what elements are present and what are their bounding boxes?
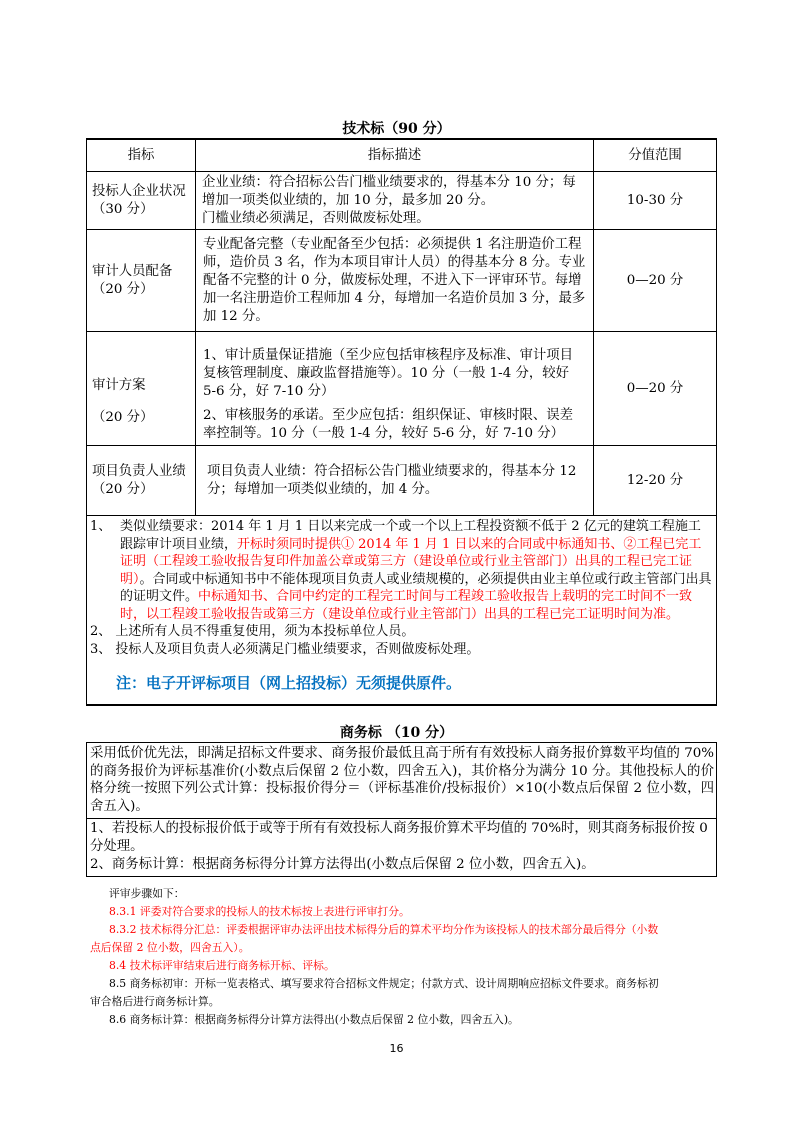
row-description: 企业业绩：符合招标公告门槛业绩要求的，得基本分 10 分；每 增加一项类似业绩的，加 10 分，最多加 20 分。 门槛业绩必须满足，否则做废标处理。	[202, 174, 576, 226]
note-3: 3、 投标人及项目负责人必须满足门槛业绩要求，否则做废标处理。	[90, 641, 480, 657]
row-indicator: 投标人企业状况 （30 分）	[92, 183, 186, 217]
page-number: 16	[389, 1042, 404, 1055]
note-1-text-b: 开标时须同时提供① 2014 年 1 月 1 日以来的合同或中标通知书、②工程已完工证明（工程竣工验收报告复印件加盖公章或第三方（建设单位或行业主管部门）出具的工程已完工证明）	[120, 536, 702, 587]
row-indicator: 项目负责人业绩 （20 分）	[92, 463, 186, 497]
header-score-range: 分值范围	[628, 147, 682, 163]
row-indicator: 审计人员配备 （20 分）	[92, 263, 173, 297]
row-score: 10-30 分	[626, 192, 684, 208]
review-steps: 评审步骤如下： 8.3.1 评委对符合要求的投标人的技术标按上表进行评审打分。 8.3.2 技术标得分汇总：评委根据评审办法评出技术标得分后的算术平均分作为该投标人的技术部分最后得分（小数 点后保留 2 位小数，四舍五入）。 8.4 技术标评审结束后进行商务标开标、评标。 8.5 商务标初审：开标一览表格式、填写要求符合招标文件规定；付款方式、设计周期响应招标文件要求。商务标初 审合格后进行商务标计算。 8.6 商务标计算：根据商务标得分计算方法得出(小数点后保留 2 位小数，四舍五入)。	[90, 885, 715, 1029]
tech-notes: 1、 类似业绩要求：2014 年 1 月 1 日以来完成一个或一个以上工程投资额不低于 2 亿元的建筑工程施工跟踪审计项目业绩，开标时须同时提供① 2014 年 1 月 1 日以来的合同或中标通知书、②工程已完工证明（工程竣工验收报告复印件加盖公章或第三方（建设单位或行业主管部门）出具的工程已完工证明）。合同或中标通知书中不能体现项目负责人或业绩规模的，必须提供由业主单位或行政主管部门出具的证明文件。中标通知书、合同中约定的工程完工时间与工程竣工验收报告上载明的完工时间不一致时，以工程竣工验收报告或第三方（建设单位或行业主管部门）出具的工程已完工证明时间为准。 2、 上述所有人员不得重复使用，须为本投标单位人员。 3、 投标人及项目负责人必须满足门槛业绩要求，否则做废标处理。	[90, 519, 712, 657]
row-description: 项目负责人业绩：符合招标公告门槛业绩要求的，得基本分 12 分；每增加一项类似业绩的，加 4 分。	[207, 463, 577, 497]
row-description: 1、审计质量保证措施（至少应包括审核程序及标准、审计项目 复核管理制度、廉政监督措施等）。10 分（一般 1-4 分，较好 5-6 分，好 7-10 分） 2、审核服务的承诺。至少应包括：组织保证、审核时限、误差 率控制等。10 分（一般 1-4 分，较好 5-6 分，好 7-10 分）	[203, 348, 574, 441]
electronic-bid-note: 注：电子开评标项目（网上招投标）无须提供原件。	[116, 674, 462, 692]
row-score: 0—20 分	[626, 380, 684, 396]
header-description: 指标描述	[367, 147, 422, 163]
biz-method: 采用低价优先法，即满足招标文件要求、商务报价最低且高于所有有效投标人商务报价算数平均值的 70%的商务报价为评标基准价(小数点后保留 2 位小数，四舍五入)，其价格分为满分 10 分。其他投标人的价格分统一按照下列公式计算：投标报价得分＝（评标基准价/投标报价）×10(小数点后保留 2 位小数，四舍五入)。	[90, 746, 714, 814]
header-indicator: 指标	[127, 147, 155, 163]
row-score: 12-20 分	[626, 472, 684, 488]
note-2: 2、 上述所有人员不得重复使用，须为本投标单位人员。	[90, 624, 415, 639]
row-score: 0—20 分	[626, 272, 684, 288]
note-1-text-c: 。合同或中标通知书中不能体现项目负责人或业绩规模的，必须提供由业主单位或行政主管部门出具的证明文件。	[120, 571, 712, 604]
tech-section-title: 技术标（90 分）	[342, 121, 451, 137]
biz-section-title: 商务标 （10 分）	[339, 725, 454, 741]
note-1-text-d: 中标通知书、合同中约定的工程完工时间与工程竣工验收报告上载明的完工时间不一致时，以工程竣工验收报告或第三方（建设单位或行业主管部门）出具的工程已完工证明时间为准。	[120, 589, 693, 622]
biz-rules: 1、若投标人的投标报价低于或等于所有有效投标人商务报价算术平均值的 70%时，则其商务标报价按 0 分处理。 2、商务标计算：根据商务标得分计算方法得出(小数点后保留 2 位小数，四舍五入)。	[90, 821, 708, 872]
note-1-text-a: 类似业绩要求：2014 年 1 月 1 日以来完成一个或一个以上工程投资额不低于 2 亿元的建筑工程施工跟踪审计项目业绩，	[120, 519, 701, 552]
row-indicator: 审计方案 （20 分）	[92, 378, 154, 425]
review-intro: 评审步骤如下：	[109, 887, 185, 900]
row-description: 专业配备完整（专业配备至少包括：必须提供 1 名注册造价工程 师，造价员 3 名，作为本项目审计人员）的得基本分 8 分。专业 配备不完整的计 0 分，做废标处理，不进入下一评审环节。每增 加一名注册造价工程师加 4 分，每增加一名造价员加 3 分，最多 加 12 分。	[203, 236, 586, 324]
